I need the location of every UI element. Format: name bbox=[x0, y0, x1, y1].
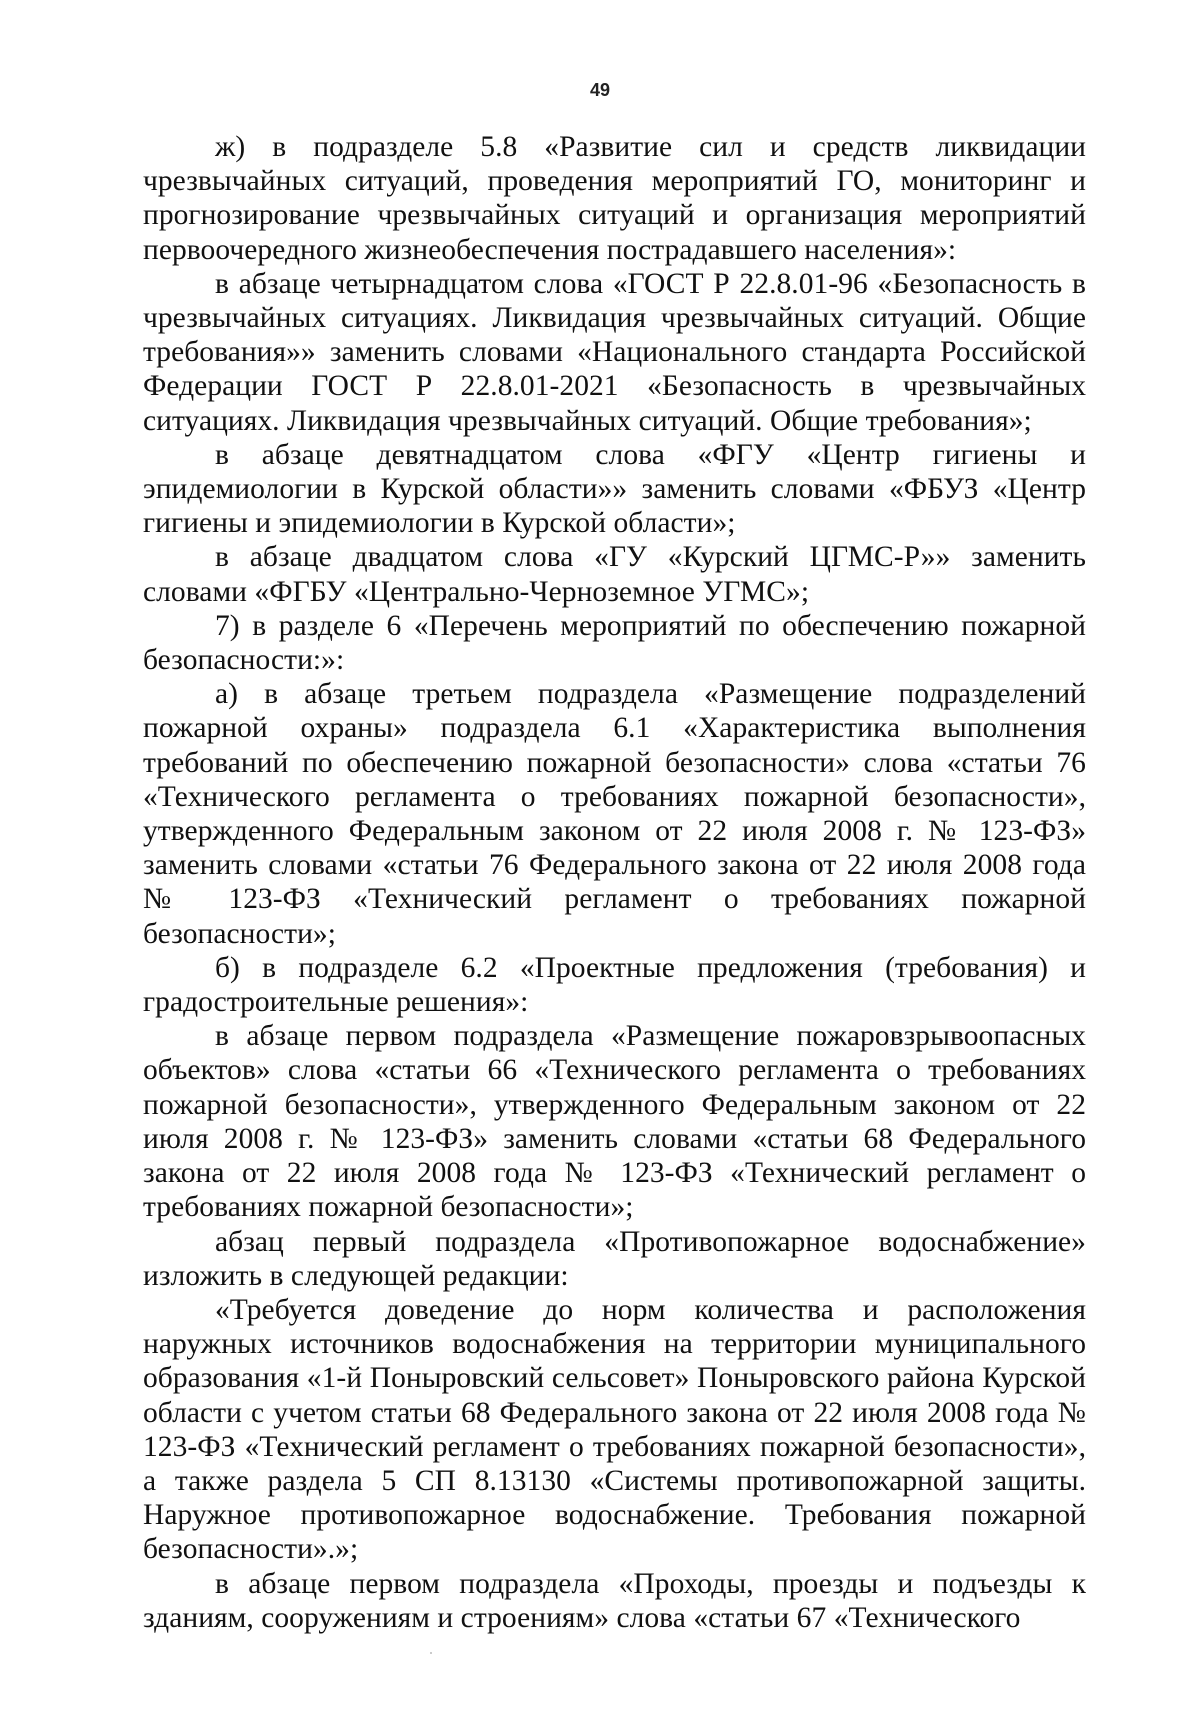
paragraph-access-roads: в абзаце первом подраздела «Проходы, проезды и подъезды к зданиям, сооружениям и строениям» слова «статьи 67 «Технического bbox=[143, 1567, 1086, 1634]
paragraph-water-supply-text: «Требуется доведение до норм количества и расположения наружных источников водоснабжения на территории муниципального образования «1-й Поныровский сельсовет» Поныровского района Курской области с учетом статьи 68 Федерального закона от 22 июля 2008 года № 123-ФЗ «Технический регламент о требованиях пожарной безопасности», а также раздела 5 СП 8.13130 «Системы противопожарной защиты. Наружное противопожарное водоснабжение. Требования пожарной безопасности».»; bbox=[143, 1293, 1086, 1566]
paragraph-subsection-6-2: б) в подразделе 6.2 «Проектные предложения (требования) и градостроительные решения»: bbox=[143, 951, 1086, 1019]
scan-artifact bbox=[430, 1652, 432, 1654]
paragraph-subsection-5-8: ж) в подразделе 5.8 «Развитие сил и средств ликвидации чрезвычайных ситуаций, проведения мероприятий ГО, мониторинг и прогнозирование чрезвычайных ситуаций и организация мероприятий первоочередного жизнеобеспечения пострадавшего населения»: bbox=[143, 131, 1086, 266]
paragraph-explosive-objects: в абзаце первом подраздела «Размещение пожаровзрывоопасных объектов» слова «статьи 66 «Технического регламента о требованиях пожарной безопасности», утвержденного Федеральным законом от 22 июля 2008 г. № 123-ФЗ» заменить словами «статьи 68 Федерального закона от 22 июля 2008 года № 123-ФЗ «Технический регламент о требованиях пожарной безопасности»; bbox=[143, 1020, 1086, 1224]
page-number: 49 bbox=[589, 80, 611, 100]
paragraph-water-supply-intro: абзац первый подраздела «Противопожарное водоснабжение» изложить в следующей редакции: bbox=[143, 1225, 1086, 1292]
paragraph-abzac-20: в абзаце двадцатом слова «ГУ «Курский ЦГМС-Р»» заменить словами «ФГБУ «Центрально-Черноземное УГМС»; bbox=[143, 541, 1086, 608]
paragraph-abzac-14: в абзаце четырнадцатом слова «ГОСТ Р 22.8.01-96 «Безопасность в чрезвычайных ситуациях. Ликвидация чрезвычайных ситуаций. Общие требования»» заменить словами «Национального стандарта Российской Федерации ГОСТ Р 22.8.01-2021 «Безопасность в чрезвычайных ситуациях. Ликвидация чрезвычайных ситуаций. Общие требования»; bbox=[143, 267, 1086, 437]
paragraph-abzac-19: в абзаце девятнадцатом слова «ФГУ «Центр гигиены и эпидемиологии в Курской области»» заменить словами «ФБУЗ «Центр гигиены и эпидемиологии в Курской области»; bbox=[143, 438, 1086, 540]
paragraph-section-6: 7) в разделе 6 «Перечень мероприятий по обеспечению пожарной безопасности:»: bbox=[143, 609, 1086, 677]
paragraph-subsection-6-1: а) в абзаце третьем подраздела «Размещение подразделений пожарной охраны» подраздела 6.1 «Характеристика выполнения требований по обеспечению пожарной безопасности» слова «статьи 76 «Технического регламента о требованиях пожарной безопасности», утвержденного Федеральным законом от 22 июля 2008 г. № 123-ФЗ» заменить словами «статьи 76 Федерального закона от 22 июля 2008 года № 123-ФЗ «Технический регламент о требованиях пожарной безопасности»; bbox=[143, 678, 1086, 950]
document-body bbox=[143, 130, 1086, 1635]
